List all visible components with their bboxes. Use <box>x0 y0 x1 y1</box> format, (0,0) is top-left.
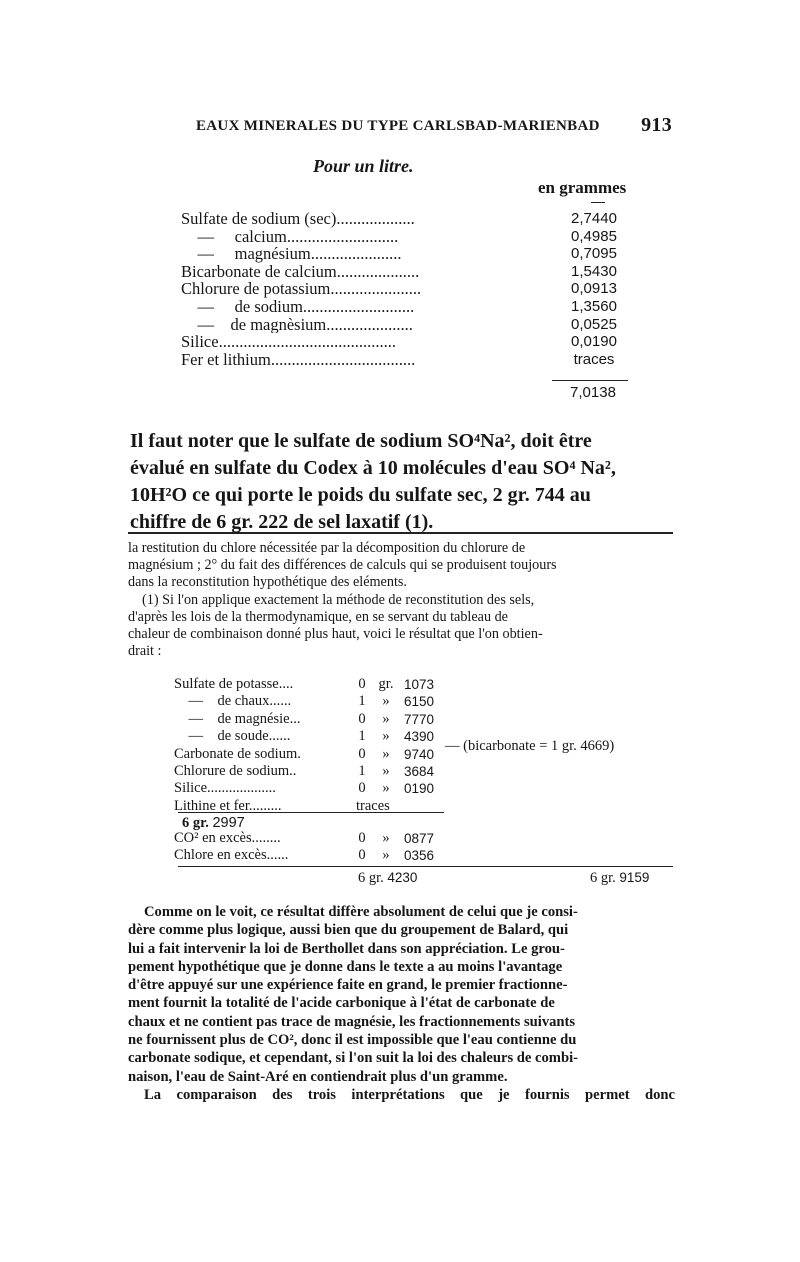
row-label: — magnésium...................... <box>181 245 402 263</box>
row-value: 0877 <box>404 831 435 846</box>
subtotal-unit: gr. <box>192 815 209 831</box>
row-value: 0,0913 <box>571 280 617 298</box>
paragraph-line: Il faut noter que le sulfate de sodium SO⁴Na², doit être <box>130 430 592 452</box>
row-value: 0,7095 <box>571 245 617 263</box>
table-row <box>174 763 684 780</box>
row-label: Sulfate de potasse.... <box>174 676 294 692</box>
row-value: 7770 <box>404 711 435 727</box>
footnote-line: d'après les lois de la thermodynamique, en se servant du tableau de <box>128 608 508 625</box>
row-label: Chlore en excès...... <box>174 847 289 864</box>
paragraph-line: évalué en sulfate du Codex à 10 molécules d'eau SO⁴ Na², <box>130 457 616 479</box>
row-label: Sulfate de sodium (sec)................... <box>181 210 415 228</box>
total-rule <box>552 380 628 381</box>
body-line: pement hypothétique que je donne dans le texte a au moins l'avantage <box>128 958 563 975</box>
row-label: Bicarbonate de calcium.................... <box>181 262 420 281</box>
row-unit: » <box>382 693 390 710</box>
row-unit: » <box>382 728 390 745</box>
row-label: Fer et lithium................................... <box>181 350 416 369</box>
footnote-table <box>174 676 684 815</box>
table-row <box>174 830 684 847</box>
total-unit: gr. <box>368 870 384 886</box>
row-label: — de magnèsium..................... <box>181 315 413 334</box>
footnote-separator <box>128 532 673 534</box>
total-value: 9159 <box>619 870 650 885</box>
row-value: traces <box>356 797 390 814</box>
footnote-line: magnésium ; 2° du fait des différences de calculs qui se produisent toujours <box>128 557 557 574</box>
row-label: Silice........................................... <box>181 333 396 351</box>
header-title: EAUX MINERALES DU TYPE CARLSBAD-MARIENBAD <box>196 118 600 134</box>
body-line: chaux et ne contient pas trace de magnésie, les fractionnements suivants <box>128 1013 576 1030</box>
row-value: 0,0190 <box>571 333 617 351</box>
row-value: 1,3560 <box>571 297 617 315</box>
table-row <box>181 351 631 369</box>
row-int: 0 <box>358 830 366 846</box>
body-line: dère comme plus logique, aussi bien que du groupement de Balard, qui <box>128 922 569 939</box>
table-row <box>181 228 631 246</box>
row-value: 1,5430 <box>571 262 617 280</box>
page-number: 913 <box>641 114 672 136</box>
row-unit: » <box>382 745 390 762</box>
row-value: 0,4985 <box>571 227 617 245</box>
footnote-line: dans la reconstitution hypothétique des eléments. <box>128 574 407 591</box>
row-unit: » <box>382 762 390 779</box>
row-value: 4390 <box>404 729 435 745</box>
body-line: naison, l'eau de Saint-Aré en contiendrait plus d'un gramme. <box>128 1068 508 1085</box>
footnote <box>128 540 675 660</box>
row-unit: » <box>382 847 390 864</box>
grand-total-rule <box>178 866 673 867</box>
total-unit: gr. <box>600 870 616 886</box>
footnote-line: (1) Si l'on applique exactement la méthode de reconstitution des sels, <box>142 591 535 608</box>
table-row <box>181 210 631 228</box>
excess-table <box>174 830 684 865</box>
row-label: — calcium........................... <box>181 227 399 246</box>
row-value: 0356 <box>404 848 435 864</box>
row-int: 0 <box>358 676 366 692</box>
unit-underline <box>591 202 605 203</box>
table-row <box>181 316 631 334</box>
row-int: 0 <box>358 780 366 797</box>
table-row <box>181 280 631 298</box>
row-label: CO² en excès........ <box>174 830 281 846</box>
row-label: — de soude...... <box>174 728 291 745</box>
row-label: Chlorure de potassium...................... <box>181 280 422 298</box>
footnote-line: chaleur de combinaison donné plus haut, voici le résultat que l'on obtien- <box>128 626 543 643</box>
table-row <box>181 298 631 316</box>
row-label: — de chaux...... <box>174 693 292 710</box>
row-unit: » <box>382 710 390 727</box>
body-line: lui a fait intervenir la loi de Berthollet dans son appréciation. Le grou- <box>128 940 565 957</box>
table-row <box>174 711 684 728</box>
row-unit: » <box>382 830 390 846</box>
footnote-line: la restitution du chlore nécessitée par la décomposition du chlorure de <box>128 540 526 556</box>
row-label: — de magnésie... <box>174 710 301 727</box>
row-int: 1 <box>358 728 366 745</box>
row-label: Silice................... <box>174 780 276 797</box>
bicarbonate-note: — (bicarbonate = 1 gr. 4669) <box>445 738 615 754</box>
row-int: 0 <box>358 745 366 762</box>
table-row <box>181 263 631 281</box>
subtotal-value: 2997 <box>212 815 245 831</box>
row-label: Carbonate de sodium. <box>174 745 301 762</box>
total-right <box>590 870 649 887</box>
row-value: 9740 <box>404 746 435 762</box>
footnote-line: drait : <box>128 643 162 660</box>
row-int: 0 <box>358 710 366 727</box>
running-header <box>196 114 676 138</box>
row-int: 1 <box>358 762 366 779</box>
row-int: 0 <box>358 847 366 864</box>
row-unit: » <box>382 780 390 797</box>
table-row <box>174 780 684 797</box>
main-paragraph <box>130 428 675 536</box>
body-line: La comparaison des trois interprétations que je fournis permet donc <box>144 1086 675 1103</box>
footnote-continuation <box>128 903 675 1104</box>
row-value: 1073 <box>404 677 435 692</box>
table-row <box>181 245 631 263</box>
row-label: Lithine et fer......... <box>174 797 282 814</box>
paragraph-line: 10H²O ce qui porte le poids du sulfate sec, 2 gr. 744 au <box>130 484 591 506</box>
table-row <box>174 847 684 864</box>
table-subtitle: Pour un litre. <box>313 156 414 176</box>
table-row <box>181 333 631 351</box>
subtotal-rule <box>178 812 444 813</box>
composition-table <box>181 210 631 368</box>
row-int: 1 <box>358 693 366 710</box>
row-value: 2,7440 <box>571 210 617 227</box>
table-unit: en grammes <box>538 178 627 197</box>
body-line: ne fournissent plus de CO², donc il est impossible que l'eau contienne du <box>128 1032 577 1049</box>
row-value: 0,0525 <box>571 315 617 333</box>
total-int: 6 <box>590 870 598 886</box>
row-label: Chlorure de sodium.. <box>174 762 297 779</box>
row-value: 3684 <box>404 763 435 779</box>
subtotal-int: 6 <box>182 815 190 831</box>
row-label: — de sodium........................... <box>181 297 415 316</box>
row-value: 0190 <box>404 781 435 797</box>
total-value: 4230 <box>387 870 418 885</box>
row-value: traces <box>573 350 615 368</box>
row-value: 6150 <box>404 694 435 710</box>
body-line: ment fournit la totalité de l'acide carbonique à l'état de carbonate de <box>128 995 555 1012</box>
table-total: 7,0138 <box>570 384 616 401</box>
body-line: Comme on le voit, ce résultat diffère absolument de celui que je consi- <box>144 904 578 920</box>
body-line: d'être appuyé sur une expérience faite en grand, le premier fractionne- <box>128 977 568 994</box>
table-row <box>174 693 684 710</box>
body-line: carbonate sodique, et cependant, si l'on suit la loi des chaleurs de combi- <box>128 1050 578 1067</box>
row-unit: gr. <box>378 676 394 692</box>
paragraph-line: chiffre de 6 gr. 222 de sel laxatif (1). <box>130 511 434 533</box>
table-row <box>174 676 684 693</box>
total-left <box>358 870 417 887</box>
total-int: 6 <box>358 870 366 886</box>
